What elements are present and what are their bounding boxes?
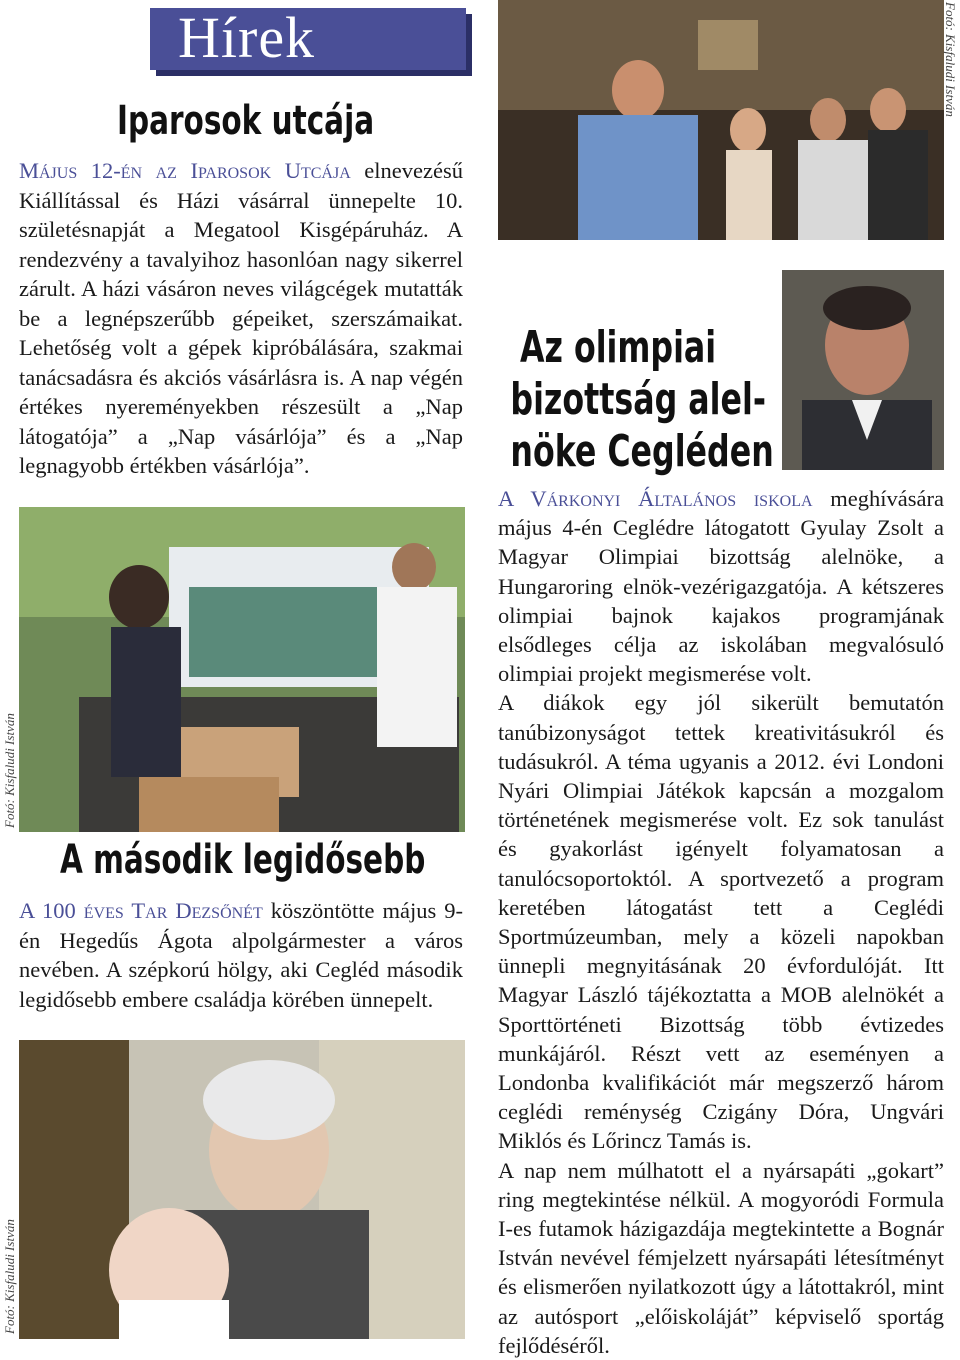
article3-title-line1: Az olimpiai [520,322,717,373]
article2-text: köszöntötte május 9-én Hegedűs Ágota alpolgármester a város nevében. A szépkorú hölgy, aki Cegléd második legidősebb embere családja körében ünnepelt. [19,898,463,1012]
article3-title-line3: nöke Cegléden [510,426,774,477]
section-title: Hírek [178,5,316,70]
article1-lead: Május 12-én az Iparosok Utcája [19,158,351,183]
article3-title [510,322,774,478]
article1-body [19,156,463,481]
market-photo-credit: Fotó: Kisfaludi István [2,713,17,828]
portrait-photo [782,270,944,470]
article3-body [498,484,944,1360]
article1-text: elnevezésű Kiállítással és Házi vásárral ünnepelte 10. születésnapját a Megatool Kisgépáruház. A rendezvény a tavalyihoz hasonlóan nagy sikerrel zárult. A házi vásáron neves világcégek mutatták be a legnépszerűbb gépeiket, szerszámaikat. Lehetőség volt a gépek kipróbálására, szakmai tanácsadásra és akciós vásárlásra is. A nap végén értékes nyereményekben részesült a „Nap látogatója” a „Nap vásárlója” és a „Nap legnagyobb értékben vásárlója”. [19,158,463,478]
article3-title-line2: bizottság alel- [510,374,766,425]
article3-p2: A diákok egy jól sikerült bemutatón tanúbizonyságot tettek kreativitásukról és tudásukról. A téma ugyanis a 2012. évi Londoni Nyári Olimpiai Játékok kapcsán a mozgalom történetének megismerése volt. Ez sok tanulást és gyakorlást igényelt folyamatosan a tanulócsoportoktól. A sportvezető a program keretében látogatást tett a Ceglédi Sportmúzeumban, mely a közeli napokban ünnepli megnyitásának 20 évfordulóját. Itt Magyar László tájékoztatta a MOB alelnökét a Sporttörténeti Bizottság több évtizedes munkájáról. Részt vett az eseményen a Londonba kvalifikációt már megszerző három ceglédi reménység Czigány Dóra, Ungvári Miklós és Lőrincz Tamás is. [498,690,944,1154]
article2-lead: A 100 éves Tar Dezsőnét [19,898,263,923]
article3-p1: meghívására május 4-én Ceglédre látogatott Gyulay Zsolt a Magyar Olimpiai bizottság alelnöke, a Hungaroring elnök-vezérigazgatója. A kétszeres olimpiai bajnok kajakos programjának elsődleges célja az iskolában megvalósuló olimpiai projekt megismerése volt. [498,486,944,687]
article1-title: Iparosok utcája [117,98,375,144]
market-photo [19,507,465,832]
article2-title: A második legidősebb [60,837,426,883]
elderly-photo-credit: Fotó: Kisfaludi István [2,1219,17,1334]
elderly-woman-photo [19,1040,465,1339]
section-banner [150,5,466,70]
article3-p3: A nap nem múlhatott el a nyársapáti „gokart” ring megtekintése nélkül. A mogyoródi Formula I-es futamok házigazdája megtekintette a Bognár István nevével fémjelzett nyársapáti létesítményt és elismerően nyilatkozott úgy a látottakról, mint az autósport „előiskoláját” képviselő sportág fejlődéséről. [498,1157,944,1358]
article3-lead: A Várkonyi Általános iskola [498,486,813,511]
article2-body [19,896,463,1014]
museum-photo-credit: Fotó: Kisfaludi István [943,2,958,117]
museum-group-photo [498,0,944,240]
